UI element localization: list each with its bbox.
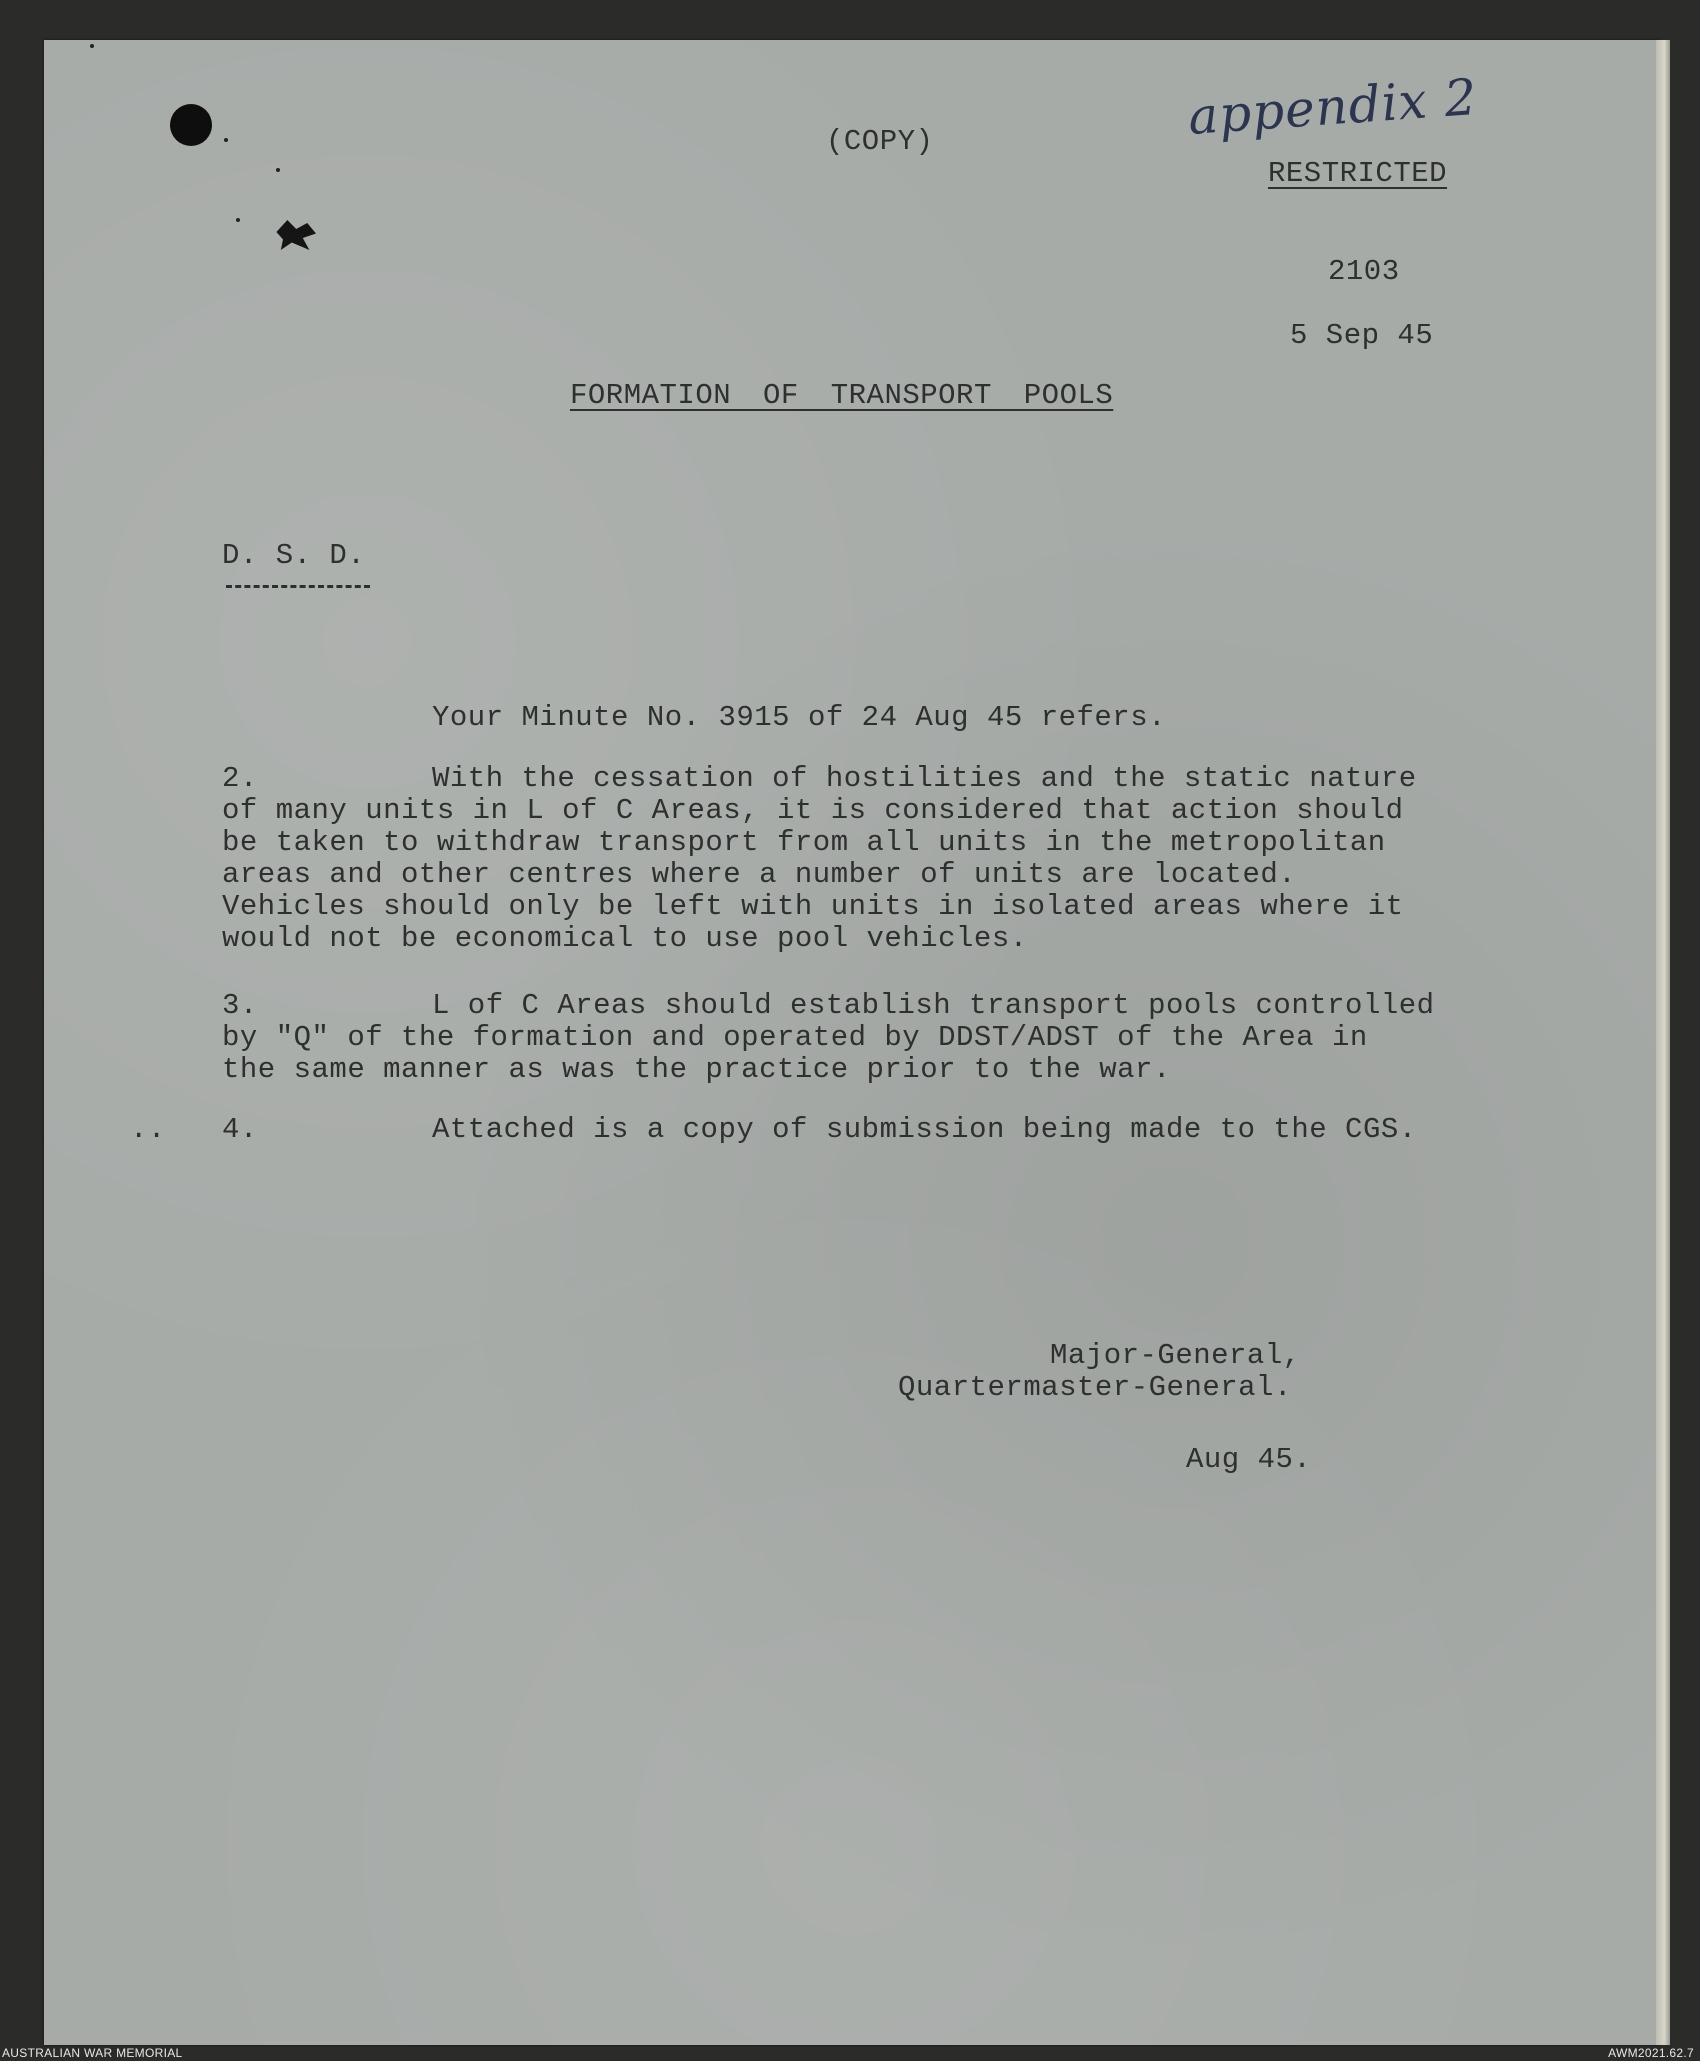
signature-title: Quartermaster-General. <box>898 1371 1292 1404</box>
addressee-underline <box>226 585 370 588</box>
archive-reference: AWM2021.62.7 <box>1608 2046 1694 2060</box>
signature-rank: Major-General, <box>1050 1339 1301 1372</box>
paragraph-3-number: 3. <box>222 989 258 1022</box>
paragraph-3-first-line: L of C Areas should establish transport pools controlled <box>432 989 1435 1022</box>
paragraph-3-body: by "Q" of the formation and operated by DDST/ADST of the Area in the same manner as was the practice prior to the war. <box>222 1021 1368 1086</box>
speck <box>224 138 228 142</box>
handwritten-annotation: appendix 2 <box>1186 67 1480 147</box>
paragraph-4-number: 4. <box>222 1113 258 1146</box>
punch-hole <box>170 104 212 146</box>
speck <box>90 44 94 48</box>
document-title: FORMATION OF TRANSPORT POOLS <box>570 379 1114 412</box>
copy-mark: (COPY) <box>826 125 934 158</box>
reference-number: 2103 <box>1328 255 1400 288</box>
paragraph-2-first-line: With the cessation of hostilities and the static nature <box>432 762 1417 795</box>
archive-credit: AUSTRALIAN WAR MEMORIAL <box>2 2046 183 2060</box>
paragraph-2-number: 2. <box>222 762 258 795</box>
signature-date: Aug 45. <box>1186 1443 1312 1476</box>
speck <box>236 218 240 222</box>
document-date: 5 Sep 45 <box>1290 319 1434 352</box>
paper-edge <box>1656 40 1670 2045</box>
paragraph-1: Your Minute No. 3915 of 24 Aug 45 refers. <box>432 701 1167 734</box>
paragraph-2-body: of many units in L of C Areas, it is considered that action should be taken to withdraw transport from all units in the metropolitan areas and other centres where a number of units are located. Vehicles should only be left with units in isolated areas where it would not be economical to use pool vehicles. <box>222 794 1404 955</box>
paragraph-4-marker: .. <box>130 1113 166 1146</box>
addressee: D. S. D. <box>222 539 366 572</box>
speck <box>276 168 280 172</box>
classification-label: RESTRICTED <box>1268 157 1448 190</box>
paragraph-4-text: Attached is a copy of submission being made to the CGS. <box>432 1113 1417 1146</box>
